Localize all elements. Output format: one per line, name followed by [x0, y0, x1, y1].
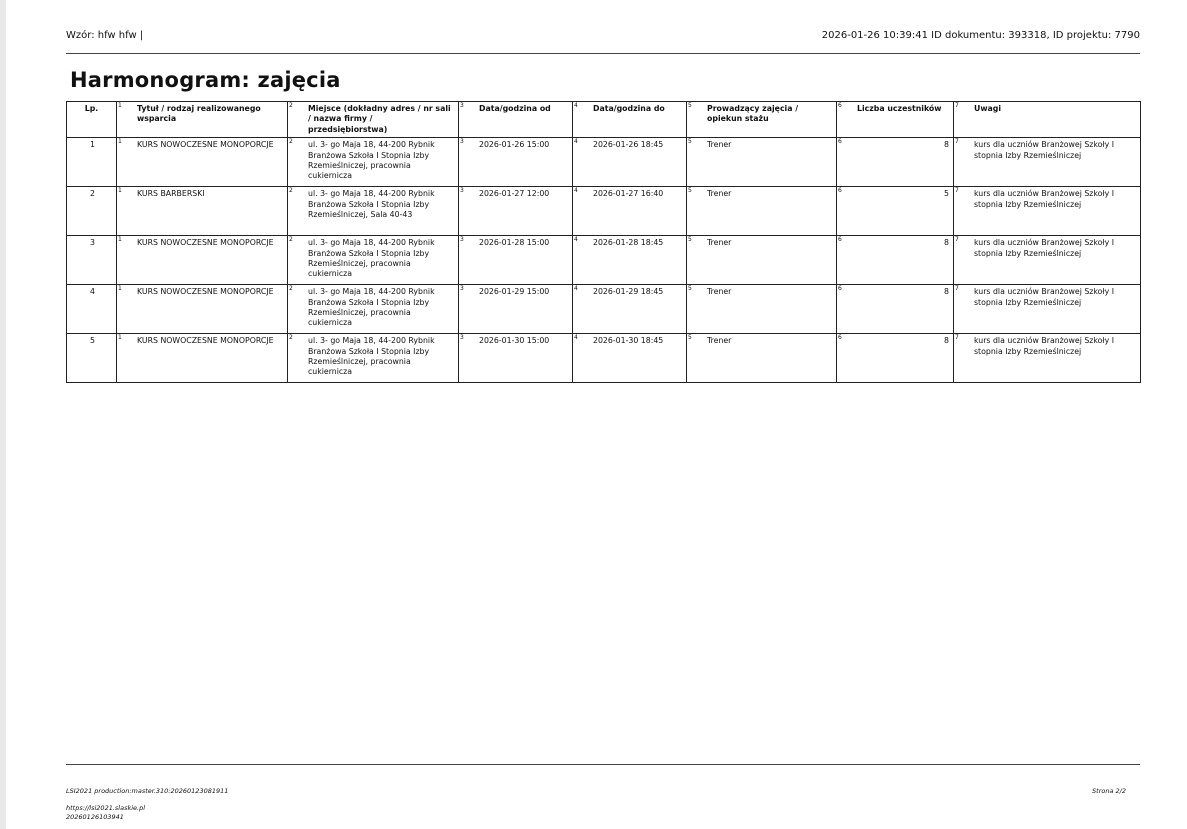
cell-trainer: 5 Trener [687, 236, 837, 285]
cell-place: 2 ul. 3- go Maja 18, 44-200 Rybnik Branżowa Szkoła I Stopnia Izby Rzemieślniczej, Sala 40-43 [288, 187, 459, 236]
document-meta: 2026-01-26 10:39:41 ID dokumentu: 393318, ID projektu: 7790 [821, 30, 1140, 41]
cell-to: 4 2026-01-28 18:45 [573, 236, 687, 285]
cell-count: 6 5 [837, 187, 954, 236]
cell-title: 1 KURS NOWOCZESNE MONOPORCJE [117, 334, 288, 383]
cell-to: 4 2026-01-27 16:40 [573, 187, 687, 236]
col-header-lp: Lp. [67, 102, 117, 138]
table-row [67, 236, 1141, 285]
cell-from: 3 2026-01-28 15:00 [459, 236, 573, 285]
cell-place: 2 ul. 3- go Maja 18, 44-200 Rybnik Branżowa Szkoła I Stopnia Izby Rzemieślniczej, pracownia cukiernicza [288, 138, 459, 187]
cell-lp: 3 [67, 236, 117, 285]
footer-divider [66, 764, 1140, 765]
table-row [67, 285, 1141, 334]
cell-from: 3 2026-01-27 12:00 [459, 187, 573, 236]
cell-from: 3 2026-01-29 15:00 [459, 285, 573, 334]
cell-notes: 7 kurs dla uczniów Branżowej Szkoły I stopnia Izby Rzemieślniczej [954, 138, 1141, 187]
print-stamp: 20260126103941 [66, 813, 124, 821]
cell-notes: 7 kurs dla uczniów Branżowej Szkoły I stopnia Izby Rzemieślniczej [954, 285, 1141, 334]
cell-title: 1 KURS NOWOCZESNE MONOPORCJE [117, 285, 288, 334]
cell-lp: 5 [67, 334, 117, 383]
cell-trainer: 5 Trener [687, 187, 837, 236]
cell-place: 2 ul. 3- go Maja 18, 44-200 Rybnik Branżowa Szkoła I Stopnia Izby Rzemieślniczej, pracownia cukiernicza [288, 285, 459, 334]
table-header-row [67, 102, 1141, 138]
col-header-from: 3 Data/godzina od [459, 102, 573, 138]
cell-trainer: 5 Trener [687, 138, 837, 187]
table-row [67, 138, 1141, 187]
col-header-title: 1 Tytuł / rodzaj realizowanego wsparcia [117, 102, 288, 138]
cell-title: 1 KURS NOWOCZESNE MONOPORCJE [117, 236, 288, 285]
cell-place: 2 ul. 3- go Maja 18, 44-200 Rybnik Branżowa Szkoła I Stopnia Izby Rzemieślniczej, pracownia cukiernicza [288, 334, 459, 383]
cell-to: 4 2026-01-29 18:45 [573, 285, 687, 334]
cell-notes: 7 kurs dla uczniów Branżowej Szkoły I stopnia Izby Rzemieślniczej [954, 236, 1141, 285]
col-header-count: 6 Liczba uczestników [837, 102, 954, 138]
document-page [6, 0, 1187, 829]
page-number: Strona 2/2 [1092, 787, 1126, 795]
header-divider [66, 53, 1140, 54]
cell-trainer: 5 Trener [687, 334, 837, 383]
cell-count: 6 8 [837, 236, 954, 285]
cell-place: 2 ul. 3- go Maja 18, 44-200 Rybnik Branżowa Szkoła I Stopnia Izby Rzemieślniczej, pracownia cukiernicza [288, 236, 459, 285]
schedule-table [66, 101, 1141, 383]
table-row [67, 187, 1141, 236]
cell-title: 1 KURS BARBERSKI [117, 187, 288, 236]
template-label: Wzór: hfw hfw | [66, 30, 144, 41]
cell-to: 4 2026-01-26 18:45 [573, 138, 687, 187]
col-header-trainer: 5 Prowadzący zajęcia / opiekun stażu [687, 102, 837, 138]
cell-notes: 7 kurs dla uczniów Branżowej Szkoły I stopnia Izby Rzemieślniczej [954, 187, 1141, 236]
col-header-notes: 7 Uwagi [954, 102, 1141, 138]
cell-to: 4 2026-01-30 18:45 [573, 334, 687, 383]
cell-trainer: 5 Trener [687, 285, 837, 334]
cell-count: 6 8 [837, 138, 954, 187]
col-header-to: 4 Data/godzina do [573, 102, 687, 138]
cell-count: 6 8 [837, 334, 954, 383]
cell-lp: 1 [67, 138, 117, 187]
col-header-place: 2 Miejsce (dokładny adres / nr sali / nazwa firmy / przedsiębiorstwa) [288, 102, 459, 138]
cell-from: 3 2026-01-26 15:00 [459, 138, 573, 187]
page-title: Harmonogram: zajęcia [70, 68, 341, 92]
table-row [67, 334, 1141, 383]
footer-source [66, 804, 145, 822]
cell-from: 3 2026-01-30 15:00 [459, 334, 573, 383]
cell-lp: 4 [67, 285, 117, 334]
build-info: LSI2021 production:master.310:20260123081911 [66, 787, 229, 795]
cell-notes: 7 kurs dla uczniów Branżowej Szkoły I stopnia Izby Rzemieślniczej [954, 334, 1141, 383]
cell-count: 6 8 [837, 285, 954, 334]
cell-lp: 2 [67, 187, 117, 236]
source-url: https://lsi2021.slaskie.pl [66, 804, 146, 812]
cell-title: 1 KURS NOWOCZESNE MONOPORCJE [117, 138, 288, 187]
